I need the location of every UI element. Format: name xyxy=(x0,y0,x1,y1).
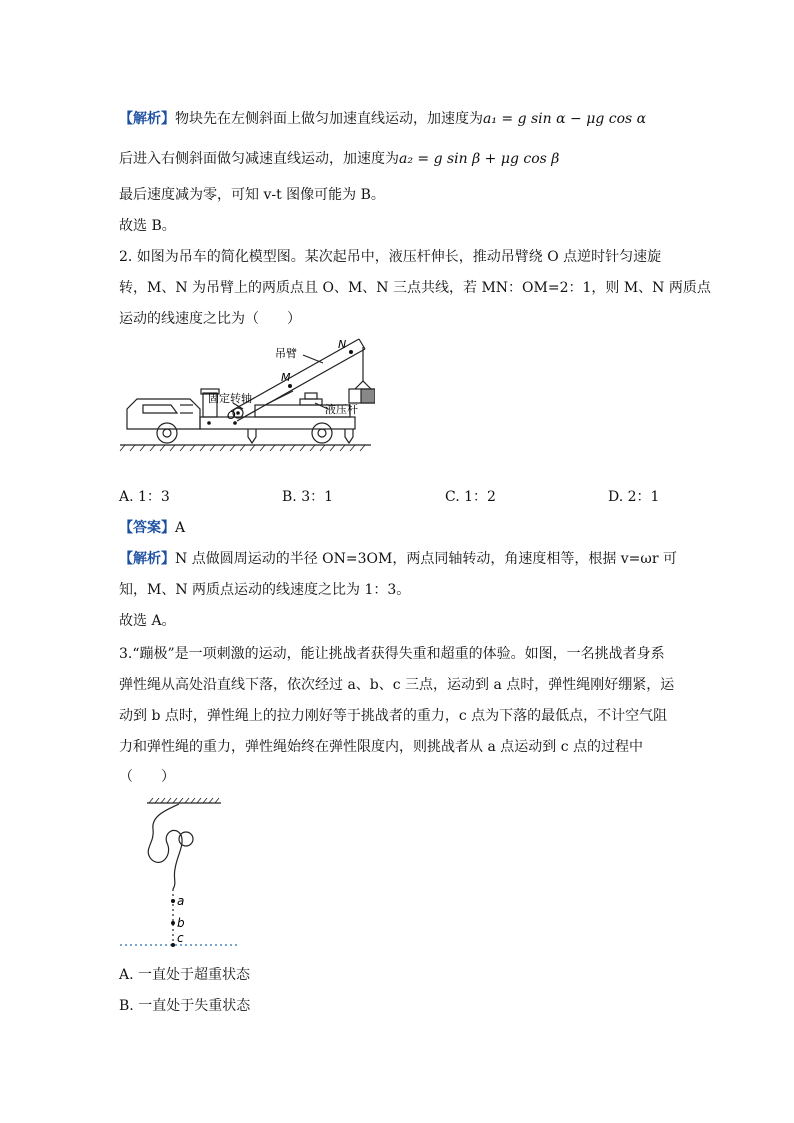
outrigger-right xyxy=(345,429,353,443)
q1-analysis-text2: 后进入右侧斜面做匀减速直线运动，加速度为 xyxy=(119,151,399,167)
q1-analysis-line3: 最后速度减为零，可知 v-t 图像可能为 B。 xyxy=(119,187,385,203)
analysis-tag: 【解析】 xyxy=(119,551,175,567)
truck-cab xyxy=(127,399,200,429)
q2-stem-line2: 转，M、N 为吊臂上的两质点且 O、M、N 三点共线，若 MN：OM=2：1，则 M、N 两质点 xyxy=(119,280,711,296)
point-c xyxy=(171,943,175,947)
q1-analysis-line1 xyxy=(119,109,646,129)
q3-option-a[interactable]: A. 一直处于超重状态 xyxy=(119,967,251,983)
q2-option-d[interactable]: D. 2：1 xyxy=(608,489,660,505)
answer-tag: 【答案】 xyxy=(119,520,175,536)
cab-window xyxy=(143,405,177,413)
boom-pointer xyxy=(303,355,323,363)
label-boom: 吊臂 xyxy=(275,347,297,360)
q2-analysis-line1 xyxy=(119,549,677,569)
front-wheel xyxy=(157,423,177,443)
q3-stem-line5: （ ） xyxy=(119,769,175,785)
q2-conclusion: 故选 A。 xyxy=(119,613,176,629)
label-b: b xyxy=(177,916,185,930)
point-M xyxy=(288,384,292,388)
q2-option-a[interactable]: A. 1：3 xyxy=(119,489,170,505)
q3-option-b[interactable]: B. 一直处于失重状态 xyxy=(119,998,251,1014)
q2-stem-line1: 2. 如图为吊车的简化模型图。某次起吊中，液压杆伸长，推动吊臂绕 O 点逆时针匀速旋 xyxy=(119,249,662,265)
q2-analysis-text1: N 点做圆周运动的半径 ON=3OM，两点同轴转动，角速度相等，根据 v=ωr 可 xyxy=(175,551,677,567)
q1-analysis-text: 物块先在左侧斜面上做匀加速直线运动，加速度为 xyxy=(175,111,483,127)
q2-analysis-line2: 知，M、N 两质点运动的线速度之比为 1：3。 xyxy=(119,582,411,598)
label-a: a xyxy=(177,894,185,908)
hydraulic-rod xyxy=(265,391,293,405)
crane-figure xyxy=(115,333,375,473)
q1-analysis-line2 xyxy=(119,149,559,169)
q1-conclusion: 故选 B。 xyxy=(119,218,176,234)
ceiling-hatch xyxy=(149,798,219,803)
analysis-tag: 【解析】 xyxy=(119,111,175,127)
label-hydraulic: 液压杆 xyxy=(325,403,358,416)
q2-option-b[interactable]: B. 3：1 xyxy=(282,489,334,505)
elastic-rope xyxy=(148,804,182,889)
label-M: M xyxy=(281,371,291,384)
ground-hatch xyxy=(120,445,365,451)
q2-option-c[interactable]: C. 1：2 xyxy=(445,489,496,505)
label-c: c xyxy=(177,931,184,945)
q1-formula-a2: a₂ = g sin β + μg cos β xyxy=(399,151,560,167)
jumper-head xyxy=(179,832,193,846)
point-b xyxy=(171,921,175,925)
outrigger-left xyxy=(248,429,256,443)
rear-wheel xyxy=(312,423,332,443)
q3-stem-line4: 力和弹性绳的重力，弹性绳始终在弹性限度内，则挑战者从 a 点运动到 c 点的过程中 xyxy=(119,739,643,755)
label-O: O xyxy=(227,409,236,422)
label-N: N xyxy=(338,338,347,351)
label-pivot: 固定转轴 xyxy=(208,392,252,405)
q2-answer: A xyxy=(175,520,186,536)
q3-stem-line1: 3.“蹦极”是一项刺激的运动，能让挑战者获得失重和超重的体验。如图，一名挑战者身系 xyxy=(119,646,665,662)
q3-stem-line3: 动到 b 点时，弹性绳上的拉力刚好等于挑战者的重力，c 点为下落的最低点，不计空气阻 xyxy=(119,708,668,724)
truck-chassis xyxy=(200,417,355,429)
point-a xyxy=(171,899,175,903)
q2-stem-line3: 运动的线速度之比为（ ） xyxy=(119,311,301,327)
q3-stem-line2: 弹性绳从高处沿直线下落，依次经过 a、b、c 三点，运动到 a 点时，弹性绳刚好绷紧，运 xyxy=(119,677,675,693)
point-N xyxy=(349,350,353,354)
bungee-figure xyxy=(115,795,245,955)
q1-formula-a1: a₁ = g sin α − μg cos α xyxy=(483,111,647,127)
q2-answer-line xyxy=(119,518,185,538)
